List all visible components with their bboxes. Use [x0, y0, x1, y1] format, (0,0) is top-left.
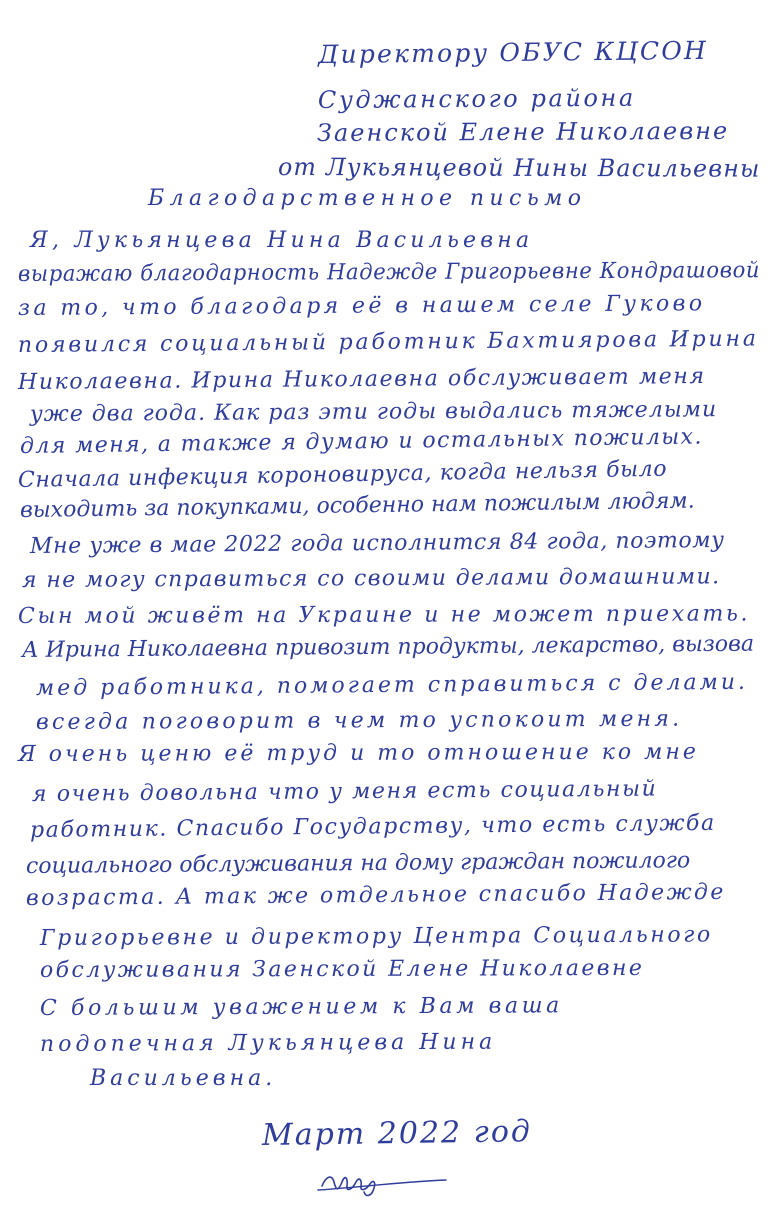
body-line: я очень довольна что у меня есть социальный: [31, 776, 658, 807]
body-line: С большим уважением к Вам ваша: [39, 993, 563, 1021]
body-line: Сын мой живёт на Украине и не может приехать.: [17, 601, 751, 629]
body-line: за то, что благодаря её в нашем селе Гуково: [17, 291, 706, 321]
body-line: подопечная Лукьянцева Нина: [39, 1029, 497, 1057]
body-line: мед работника, помогает справиться с делами.: [35, 669, 749, 701]
body-line: Я, Лукьянцева Нина Васильевна: [30, 228, 534, 253]
body-line: выходить за покупками, особенно нам пожилым людям.: [19, 488, 695, 523]
addressee-line-3: Заенской Елене Николаевне: [316, 116, 730, 147]
body-line: всегда поговорит в чем то успокоит меня.: [35, 706, 683, 735]
addressee-line-2: Суджанского района: [317, 83, 636, 114]
body-line: Николаевна. Ирина Николаевна обслуживает меня: [17, 363, 706, 395]
letter-title: Благодарственное письмо: [148, 186, 587, 211]
body-line: социального обслуживания на дому граждан пожилого: [25, 848, 691, 879]
body-line: обслуживания Заенской Елене Николаевне: [39, 955, 645, 983]
body-line: появился социальный работник Бахтиярова Ирина: [17, 326, 759, 358]
body-line: Григорьевне и директору Центра Социального: [39, 922, 713, 951]
body-line: Васильевна.: [90, 1066, 277, 1091]
body-line: Мне уже в мае 2022 года исполнится 84 года, поэтому: [29, 527, 725, 559]
addressee-line-1: Директору ОБУС КЦСОН: [317, 35, 709, 69]
body-line: работник. Спасибо Государству, что есть служба: [29, 810, 716, 843]
signature-mark: [290, 1162, 450, 1202]
body-line: возраста. А так же отдельное спасибо Надежде: [25, 879, 726, 911]
body-line: уже два года. Как раз эти годы выдались тяжелыми: [29, 397, 718, 427]
body-line: выражаю благодарность Надежде Григорьевне Кондрашовой: [17, 258, 761, 287]
letter-date: Март 2022 год: [261, 1114, 533, 1153]
body-line: Сначала инфекция короновируса, когда нельзя было: [17, 456, 668, 493]
body-line: я не могу справиться со своими делами домашними.: [21, 564, 721, 593]
addressee-line-4: от Лукьянцевой Нины Васильевны: [277, 153, 761, 183]
body-line: А Ирина Николаевна привозит продукты, лекарство, вызова: [21, 631, 755, 663]
body-line: Я очень ценю её труд и то отношение ко мне: [17, 739, 699, 767]
body-line: для меня, а также я думаю и остальных пожилых.: [19, 424, 703, 459]
